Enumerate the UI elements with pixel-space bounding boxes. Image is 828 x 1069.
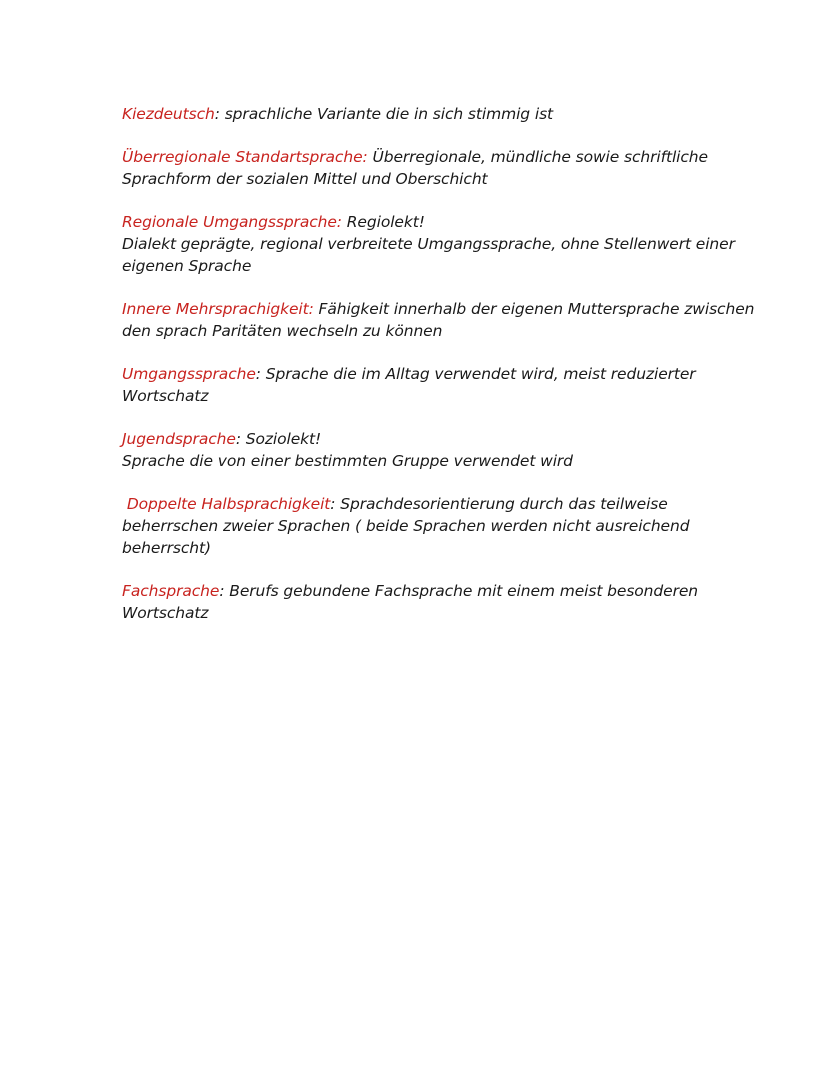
glossary-list <box>122 103 782 645</box>
glossary-entry-jugendsprache <box>122 428 782 472</box>
entry-first-line <box>122 428 782 450</box>
entry-first-line <box>122 493 782 515</box>
entry-first-line <box>122 211 782 233</box>
entry-term: Umgangssprache <box>122 365 256 383</box>
entry-colon: : <box>330 495 336 513</box>
entry-definition-line: Dialekt geprägte, regional verbreitete Umgangssprache, ohne Stellenwert einer <box>122 235 735 253</box>
entry-definition: Regiolekt! <box>346 213 425 231</box>
entry-term: Innere Mehrsprachigkeit: <box>122 300 314 318</box>
entry-definition-line: Wortschatz <box>122 387 209 405</box>
glossary-entry-innere-mehrsprachigkeit <box>122 298 782 342</box>
entry-first-line <box>122 580 782 602</box>
entry-term: Doppelte Halbsprachigkeit <box>122 495 331 513</box>
entry-first-line <box>122 103 782 125</box>
entry-definition: Überregionale, mündliche sowie schriftliche <box>372 148 708 166</box>
entry-colon: : <box>255 365 261 383</box>
entry-term: Überregionale Standartsprache: <box>122 148 368 166</box>
entry-definition: sprachliche Variante die in sich stimmig ist <box>224 105 554 123</box>
entry-definition-line: den sprach Paritäten wechseln zu können <box>122 322 443 340</box>
glossary-entry-regionale-umgangssprache <box>122 211 782 277</box>
glossary-entry-ueberregionale-standartsprache <box>122 146 782 190</box>
entry-definition-line: eigenen Sprache <box>122 257 252 275</box>
entry-term: Fachsprache <box>122 582 220 600</box>
entry-first-line <box>122 298 782 320</box>
entry-definition: Berufs gebundene Fachsprache mit einem meist besonderen <box>229 582 699 600</box>
glossary-entry-doppelte-halbsprachigkeit <box>122 493 782 559</box>
entry-first-line <box>122 146 782 168</box>
entry-definition-line: Wortschatz <box>122 604 209 622</box>
entry-definition-line: beherrscht) <box>122 539 211 557</box>
entry-definition: Fähigkeit innerhalb der eigenen Muttersprache zwischen <box>318 300 755 318</box>
glossary-entry-umgangssprache <box>122 363 782 407</box>
entry-first-line <box>122 363 782 385</box>
entry-definition-line: Sprache die von einer bestimmten Gruppe verwendet wird <box>122 452 573 470</box>
entry-term: Regionale Umgangssprache: <box>122 213 342 231</box>
glossary-entry-kiezdeutsch <box>122 103 782 125</box>
entry-definition: Sprachdesorientierung durch das teilweise <box>340 495 668 513</box>
entry-colon: : <box>235 430 241 448</box>
entry-colon: : <box>214 105 220 123</box>
entry-definition-line: Sprachform der sozialen Mittel und Oberschicht <box>122 170 488 188</box>
glossary-entry-fachsprache <box>122 580 782 624</box>
entry-definition-line: beherrschen zweier Sprachen ( beide Sprachen werden nicht ausreichend <box>122 517 690 535</box>
entry-term: Kiezdeutsch <box>122 105 215 123</box>
entry-term: Jugendsprache <box>122 430 236 448</box>
entry-colon: : <box>219 582 225 600</box>
entry-definition: Sprache die im Alltag verwendet wird, meist reduzierter <box>265 365 696 383</box>
entry-definition: Soziolekt! <box>245 430 322 448</box>
